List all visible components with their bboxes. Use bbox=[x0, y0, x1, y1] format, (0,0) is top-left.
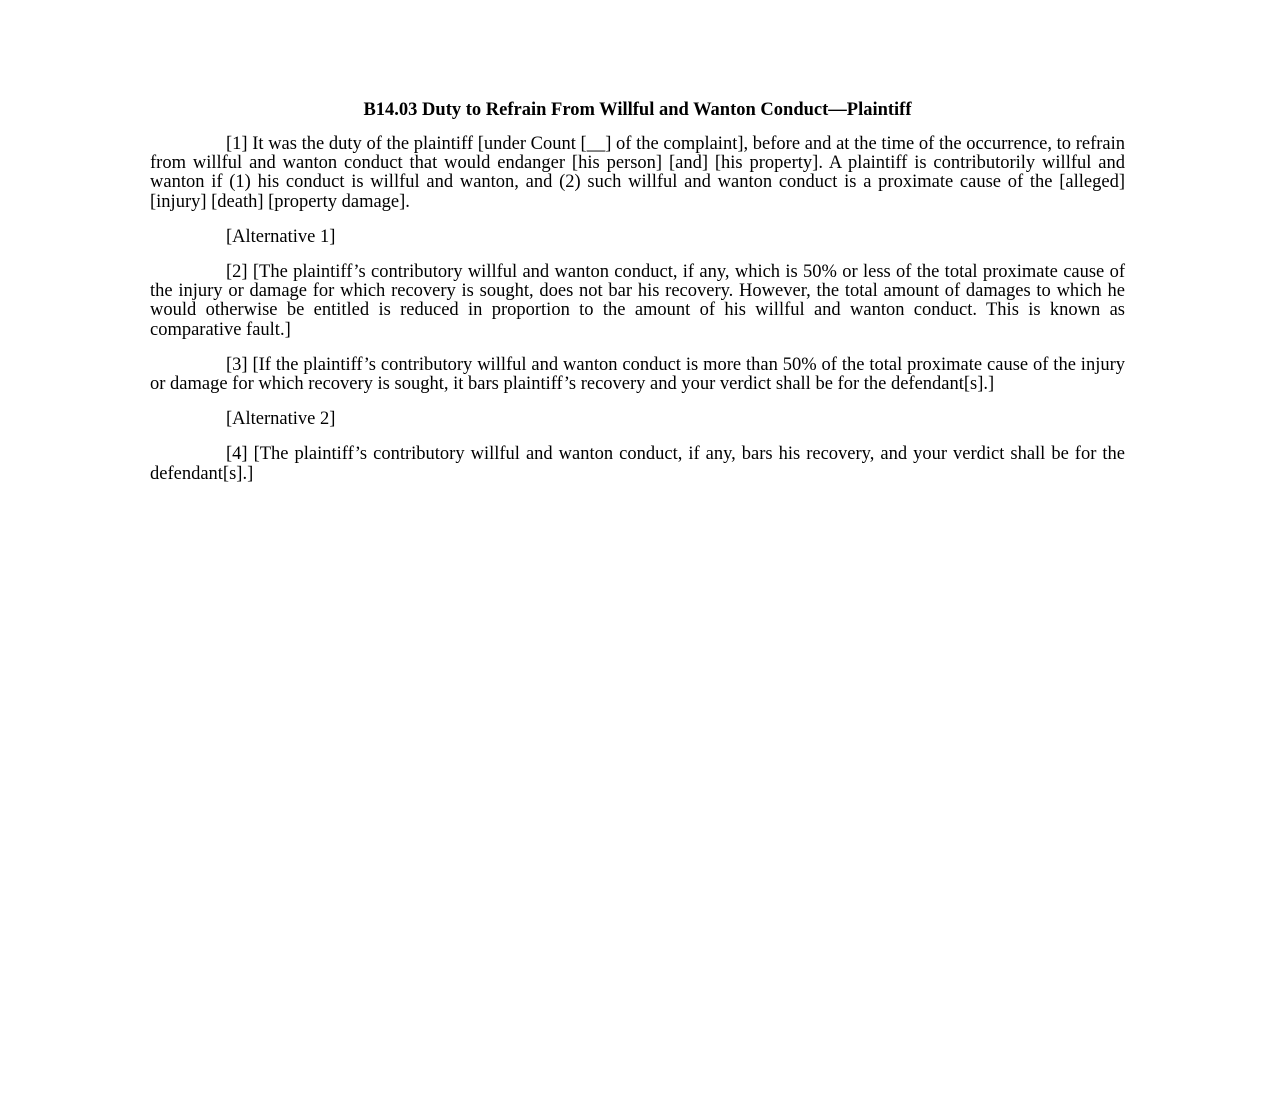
alternative-1-heading: [Alternative 1] bbox=[226, 226, 336, 247]
paragraph-1-duty: [1] It was the duty of the plaintiff [under Count [__] of the complaint], before and at the time of the occurrence, to refrain from willful and wanton conduct that would endanger [his person] [and] [his property]. A plaintiff is contributorily willful and wanton if (1) his conduct is willful and wanton, and (2) such willful and wanton conduct is a proximate cause of the [alleged] [injury] [death] [property damage]. bbox=[150, 134, 1125, 212]
paragraph-3-bar-recovery: [3] [If the plaintiff’s contributory willful and wanton conduct is more than 50% of the total proximate cause of the injury or damage for which recovery is sought, it bars plaintiff’s recovery and your verdict shall be for the defendant[s].] bbox=[150, 354, 1125, 395]
document-page bbox=[150, 99, 1125, 500]
paragraph-2-comparative-fault: [2] [The plaintiff’s contributory willful and wanton conduct, if any, which is 50% or less of the total proximate cause of the injury or damage for which recovery is sought, does not bar his recovery. However, the total amount of damages to which he would otherwise be entitled is reduced in proportion to the amount of his willful and wanton conduct. This is known as comparative fault.] bbox=[150, 262, 1125, 340]
alternative-2-heading: [Alternative 2] bbox=[226, 409, 336, 430]
document-title: B14.03 Duty to Refrain From Willful and Wanton Conduct—Plaintiff bbox=[363, 100, 912, 120]
paragraph-4-bars-recovery: [4] [The plaintiff’s contributory willful and wanton conduct, if any, bars his recovery, and your verdict shall be for the defendant[s].] bbox=[150, 444, 1125, 484]
